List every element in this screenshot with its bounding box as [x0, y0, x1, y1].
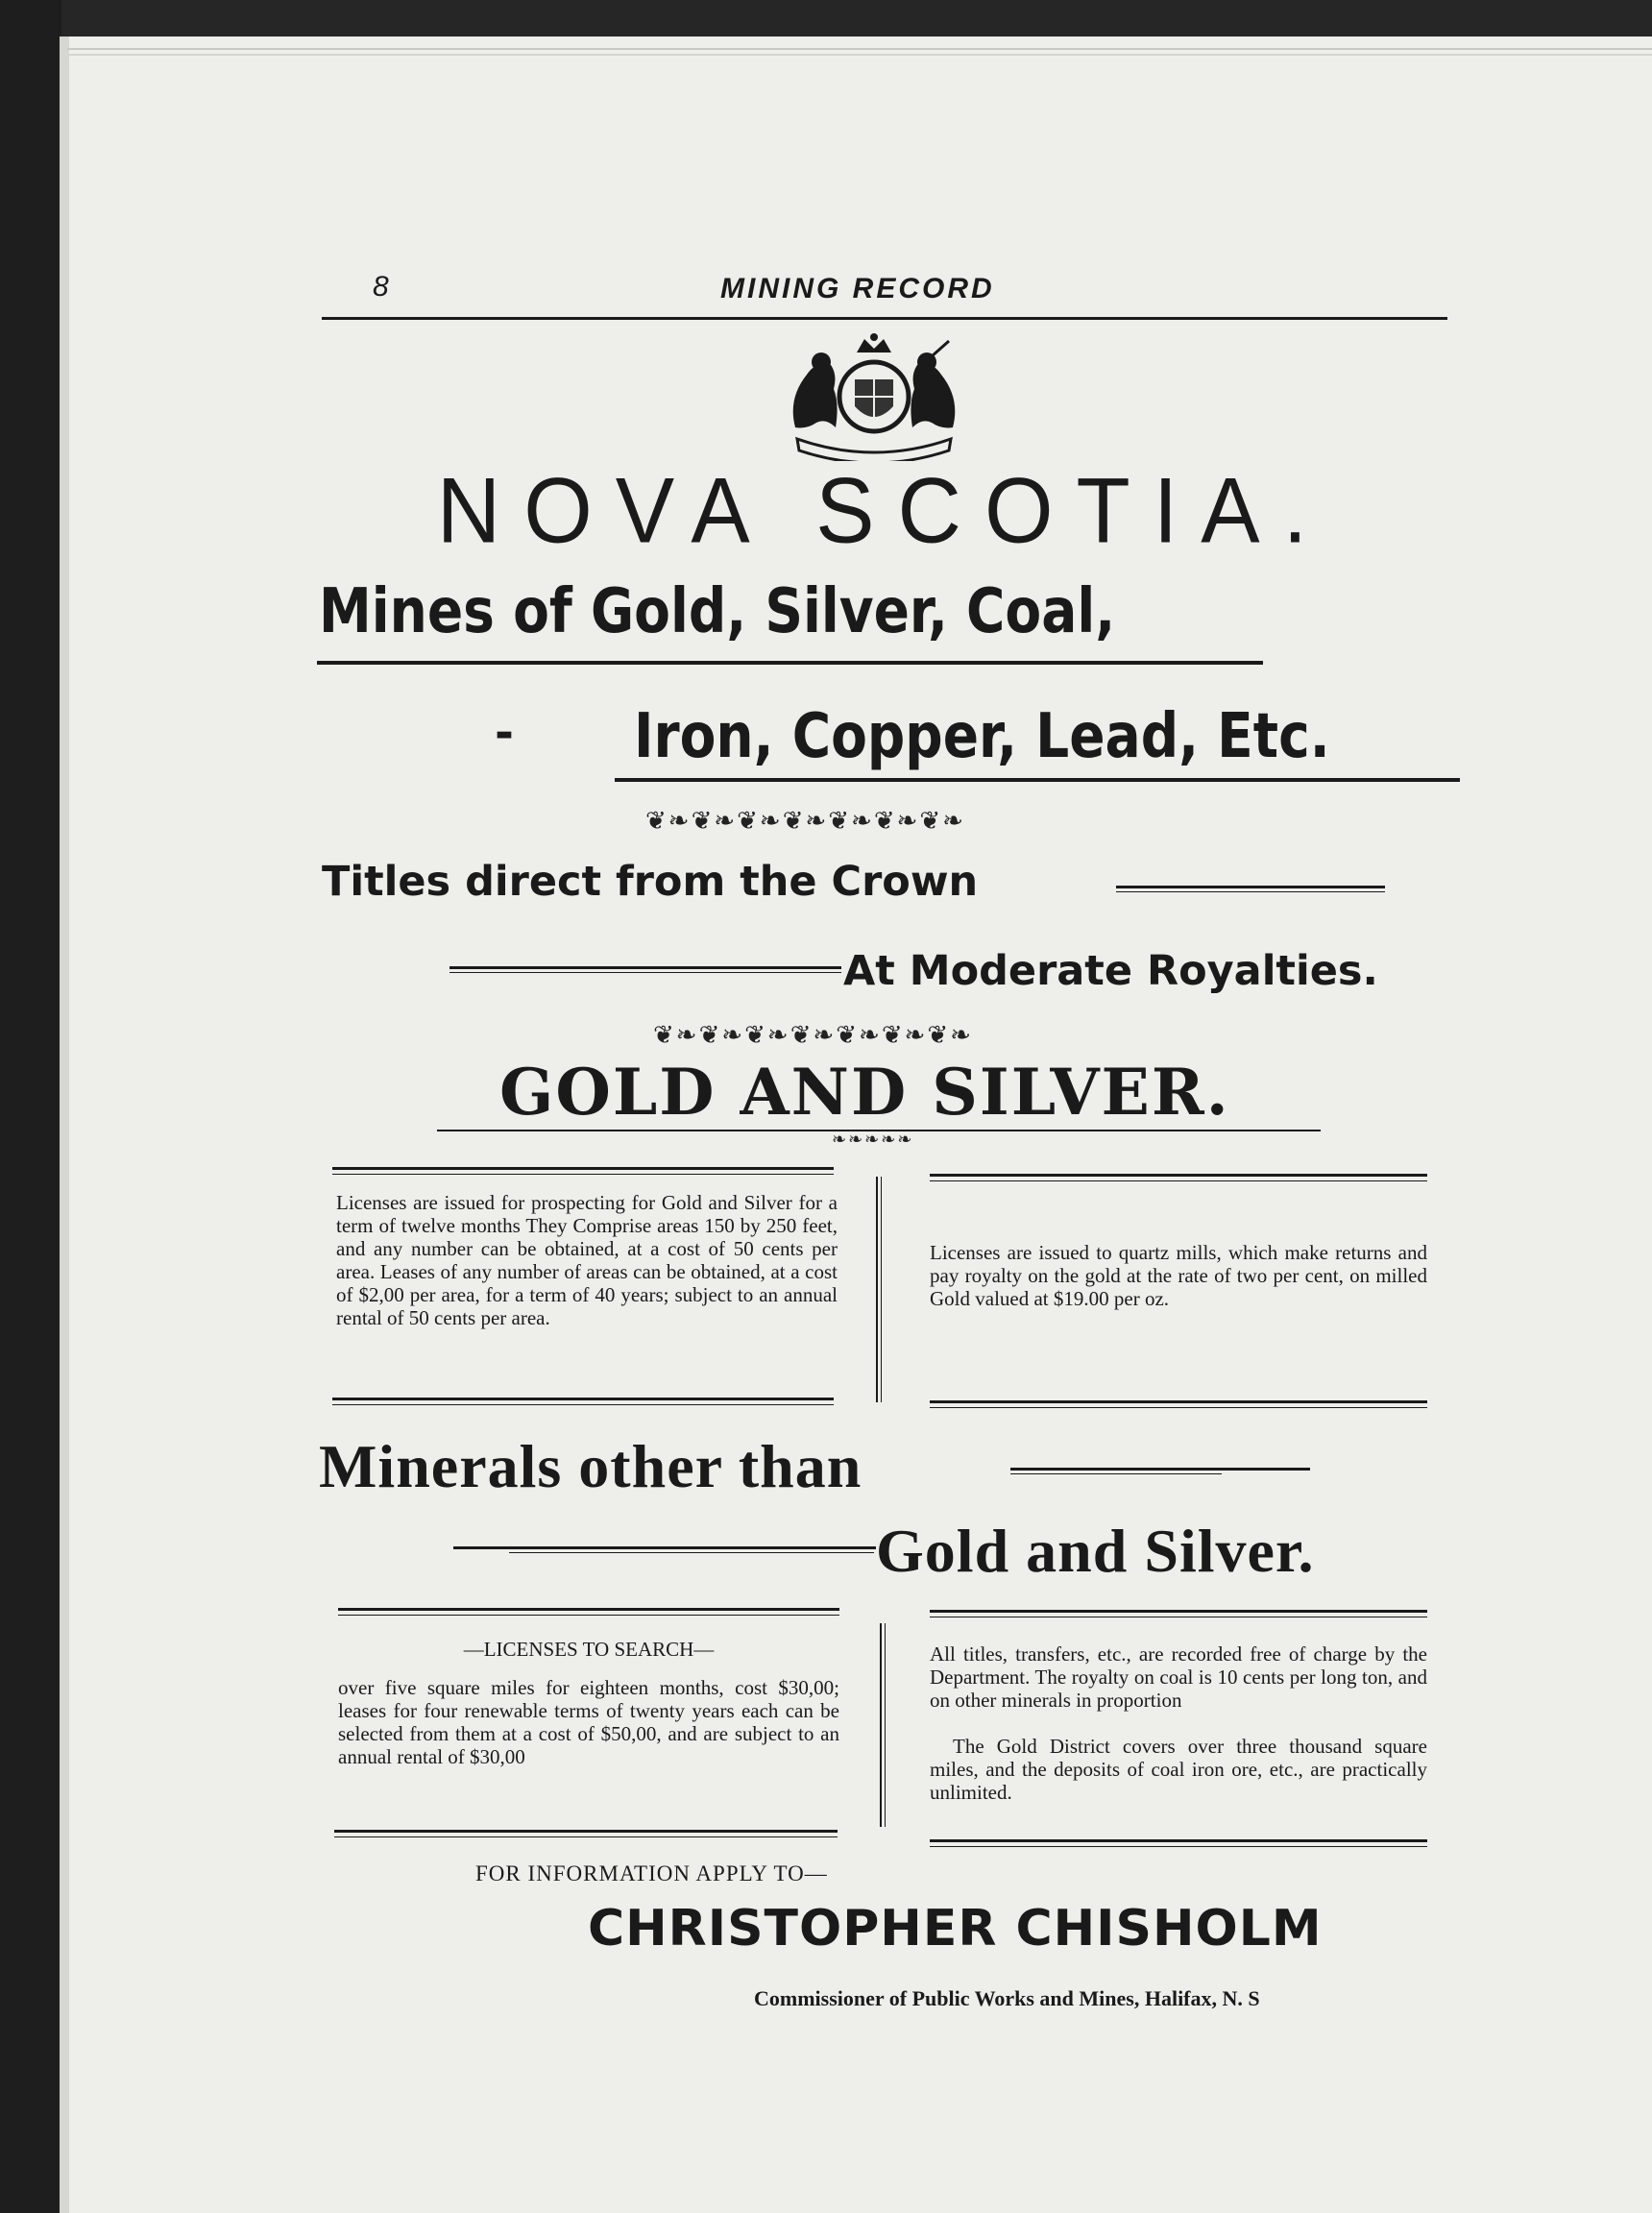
min-left-top-rule [338, 1608, 839, 1616]
headline-dash: - [495, 706, 514, 760]
title-nova-scotia: NOVA SCOTIA. [436, 459, 1331, 563]
min-right-top-rule [930, 1610, 1427, 1617]
scan-border-top [0, 0, 1652, 36]
headline-rule-2 [615, 778, 1460, 782]
gs-right-top-rule [930, 1174, 1427, 1181]
headline-rule-1 [317, 661, 1263, 665]
heading-minerals-line1: Minerals other than [319, 1432, 862, 1500]
scan-border-left [0, 0, 61, 2213]
running-head: MINING RECORD [720, 273, 995, 304]
min-right-text-2: The Gold District covers over three thousand square miles, and the deposits of coal iron ore, etc., are practically unlimited. [930, 1735, 1427, 1804]
page-edge [67, 48, 1652, 56]
commissioner-name: CHRISTOPHER CHISHOLM [588, 1900, 1323, 1958]
tagline-royalties: At Moderate Royalties. [843, 947, 1378, 995]
headline-line1: Mines of Gold, Silver, Coal, [319, 576, 1116, 647]
min-left-text: over five square miles for eighteen months, cost $30,00; leases for four renewable terms of twenty years each can be selected from them at a cost of $50,00, and are subject to an annual rental of $30,00 [338, 1676, 839, 1768]
royal-coat-of-arms-icon [778, 331, 970, 461]
gs-right-bottom-rule [930, 1400, 1427, 1408]
gs-left-bottom-rule [332, 1398, 834, 1405]
min-right-text-1: All titles, transfers, etc., are recorded free of charge by the Department. The royalty on coal is 10 cents per long ton, and on other minerals in proportion [930, 1642, 1427, 1712]
ornament-divider-2: ❦❧❦❧❦❧❦❧❦❧❦❧❦❧ [653, 1021, 973, 1050]
min-left-bottom-rule [334, 1830, 838, 1837]
minerals-rule-2 [453, 1546, 876, 1549]
info-apply-line: FOR INFORMATION APPLY TO— [475, 1861, 828, 1885]
min-left-heading: —LICENSES TO SEARCH— [463, 1638, 715, 1661]
heading-gold-and-silver: GOLD AND SILVER. [499, 1055, 1230, 1130]
tagline-rule-2 [449, 966, 841, 969]
commissioner-title: Commissioner of Public Works and Mines, Halifax, N. S [754, 1986, 1260, 2010]
tagline-rule-1 [1116, 886, 1385, 888]
gs-column-divider [876, 1177, 882, 1402]
headline-line2: Iron, Copper, Lead, Etc. [634, 701, 1330, 772]
tagline-titles: Titles direct from the Crown [322, 858, 979, 906]
page-number: 8 [373, 271, 389, 303]
gs-left-text: Licenses are issued for prospecting for Gold and Silver for a term of twelve months They Comprise areas 150 by 250 feet, and any number can be obtained, at a cost of 50 cents per area. Leases of any number of areas can be obtained, at a cost of $2,00 per area, for a term of 40 years; subject to an annual rental of 50 cents per area. [336, 1191, 838, 1329]
ornament-divider-1: ❦❧❦❧❦❧❦❧❦❧❦❧❦❧ [645, 807, 965, 836]
minerals-rule-1 [1010, 1468, 1310, 1471]
tagline-rule-1b [1116, 891, 1385, 892]
header-rule [322, 317, 1447, 320]
heading-minerals-line2: Gold and Silver. [876, 1517, 1315, 1585]
min-right-bottom-rule [930, 1839, 1427, 1847]
minerals-rule-1b [1010, 1473, 1222, 1474]
minerals-rule-2b [509, 1552, 874, 1553]
tagline-rule-2b [449, 972, 841, 973]
ornament-small: ❧❧❧❧❧ [832, 1130, 914, 1150]
gs-right-text: Licenses are issued to quartz mills, which make returns and pay royalty on the gold at the rate of two per cent, on milled Gold valued at $19.00 per oz. [930, 1241, 1427, 1310]
min-column-divider [880, 1623, 886, 1827]
gs-left-top-rule [332, 1167, 834, 1175]
